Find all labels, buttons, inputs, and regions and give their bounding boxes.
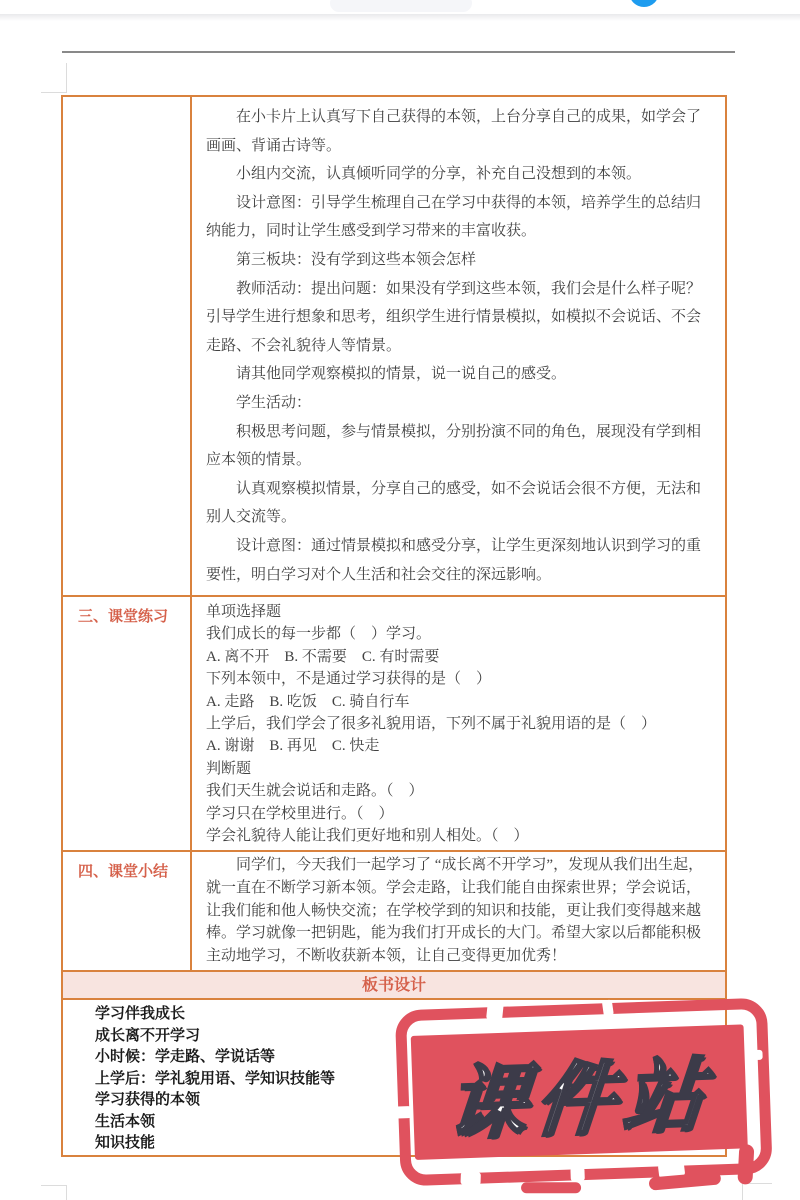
stamp-text: 课件站 <box>442 1049 715 1149</box>
lesson-paragraph: 设计意图：引导学生梳理自己在学习中获得的本领，培养学生的总结归纳能力，同时让学生感受到学习带来的丰富收获。 <box>206 194 702 240</box>
lesson-plan-table <box>61 95 727 1157</box>
board-line: 上学后：学礼貌用语、学知识技能等 <box>95 1069 336 1087</box>
horizontal-rule <box>62 51 735 53</box>
stamp-distress <box>521 1182 581 1193</box>
exercise-line: 单项选择题 <box>206 604 282 620</box>
summary-paragraph: 同学们，今天我们一起学习了 “成长离不开学习”，发现从我们出生起，就一直在不断学习新本领。学会走路，让我们能自由探索世界；学会说话，让我们能和他人畅快交流；在学校学到的知识和技能，更让我们变得越来越棒。学习就像一把钥匙，能为我们打开成长的大门。希望大家以后都能积极主动地学习，不断收获新本领，让自己变得更加优秀！ <box>206 857 704 965</box>
exercise-line: 下列本领中，不是通过学习获得的是（ ） <box>206 671 492 688</box>
text-boundary-mark <box>66 63 67 93</box>
exercise-line: 学会礼貌待人能让我们更好地和别人相处。（ ） <box>206 828 529 845</box>
board-line: 学习获得的本领 <box>95 1091 201 1108</box>
board-line: 生活本领 <box>95 1112 156 1130</box>
section-label-cell <box>63 97 192 595</box>
section-body-cell <box>192 97 725 595</box>
lesson-paragraph: 教师活动：提出问题：如果没有学到这些本领，我们会是什么样子呢？引导学生进行想象和思考，组织学生进行情景模拟，如模拟不会说话、不会走路、不会礼貌待人等情景。 <box>206 280 702 354</box>
stamp-distress <box>460 1172 480 1186</box>
board-line: 成长离不开学习 <box>95 1026 201 1044</box>
table-row <box>63 852 725 972</box>
section-label: 三、课堂练习 <box>63 597 192 850</box>
stamp-body <box>411 1024 748 1160</box>
exercise-line: A. 走路 B. 吃饭 C. 骑自行车 <box>206 693 410 710</box>
banner-row <box>63 972 725 1000</box>
lesson-paragraph: 第三板块：没有学到这些本领会怎样 <box>236 251 477 268</box>
stamp-distress <box>748 1050 762 1060</box>
exercise-line: A. 谢谢 B. 再见 C. 快走 <box>206 738 380 755</box>
text-boundary-mark <box>66 1185 67 1200</box>
stamp-distress <box>602 999 614 1016</box>
exercise-line: 我们天生就会说话和走路。（ ） <box>206 783 424 800</box>
stamp-distress <box>394 1106 411 1119</box>
exercise-line: 我们成长的每一步都（ ）学习。 <box>206 626 432 643</box>
board-line: 学习伴我成长 <box>95 1005 186 1022</box>
lesson-paragraph: 积极思考问题，参与情景模拟，分别扮演不同的角色，展现没有学到相应本领的情景。 <box>206 423 702 469</box>
stamp-distress <box>570 1167 584 1181</box>
lesson-paragraph: 小组内交流，认真倾听同学的分享，补充自己没想到的本领。 <box>236 166 642 183</box>
board-line: 小时候：学走路、学说话等 <box>95 1048 276 1065</box>
text-boundary-mark <box>41 92 67 93</box>
board-line: 知识技能 <box>95 1134 156 1151</box>
section-body-cell <box>192 852 725 970</box>
section-body-cell <box>192 597 725 850</box>
exercise-line: 学习只在学校里进行。（ ） <box>206 805 394 822</box>
exercise-line: 判断题 <box>206 760 252 777</box>
section-label: 四、课堂小结 <box>63 852 192 970</box>
stamp-distress <box>737 1144 754 1185</box>
exercise-line: A. 离不开 B. 不需要 C. 有时需要 <box>206 648 440 665</box>
table-row <box>63 597 725 852</box>
lesson-paragraph: 在小卡片上认真写下自己获得的本领，上台分享自己的成果，如学会了画画、背诵古诗等。 <box>206 109 702 154</box>
table-row <box>63 97 725 597</box>
lesson-paragraph: 设计意图：通过情景模拟和感受分享，让学生更深刻地认识到学习的重要性，明白学习对个人生活和社会交往的深远影响。 <box>206 537 702 583</box>
exercise-line: 上学后，我们学会了很多礼貌用语，下列不属于礼貌用语的是（ ） <box>206 716 657 733</box>
lesson-paragraph: 学生活动： <box>236 394 312 411</box>
lesson-paragraph: 请其他同学观察模拟的情景，说一说自己的感受。 <box>236 366 567 383</box>
banner-title: 板书设计 <box>361 977 426 994</box>
stamp-distress <box>486 1002 504 1021</box>
toolbar-shadow <box>0 14 800 21</box>
toolbar-tab <box>330 0 472 12</box>
text-boundary-mark <box>41 1185 67 1186</box>
lesson-paragraph: 认真观察模拟情景，分享自己的感受，如不会说话会很不方便，无法和别人交流等。 <box>206 480 702 526</box>
watermark-stamp <box>395 998 773 1200</box>
